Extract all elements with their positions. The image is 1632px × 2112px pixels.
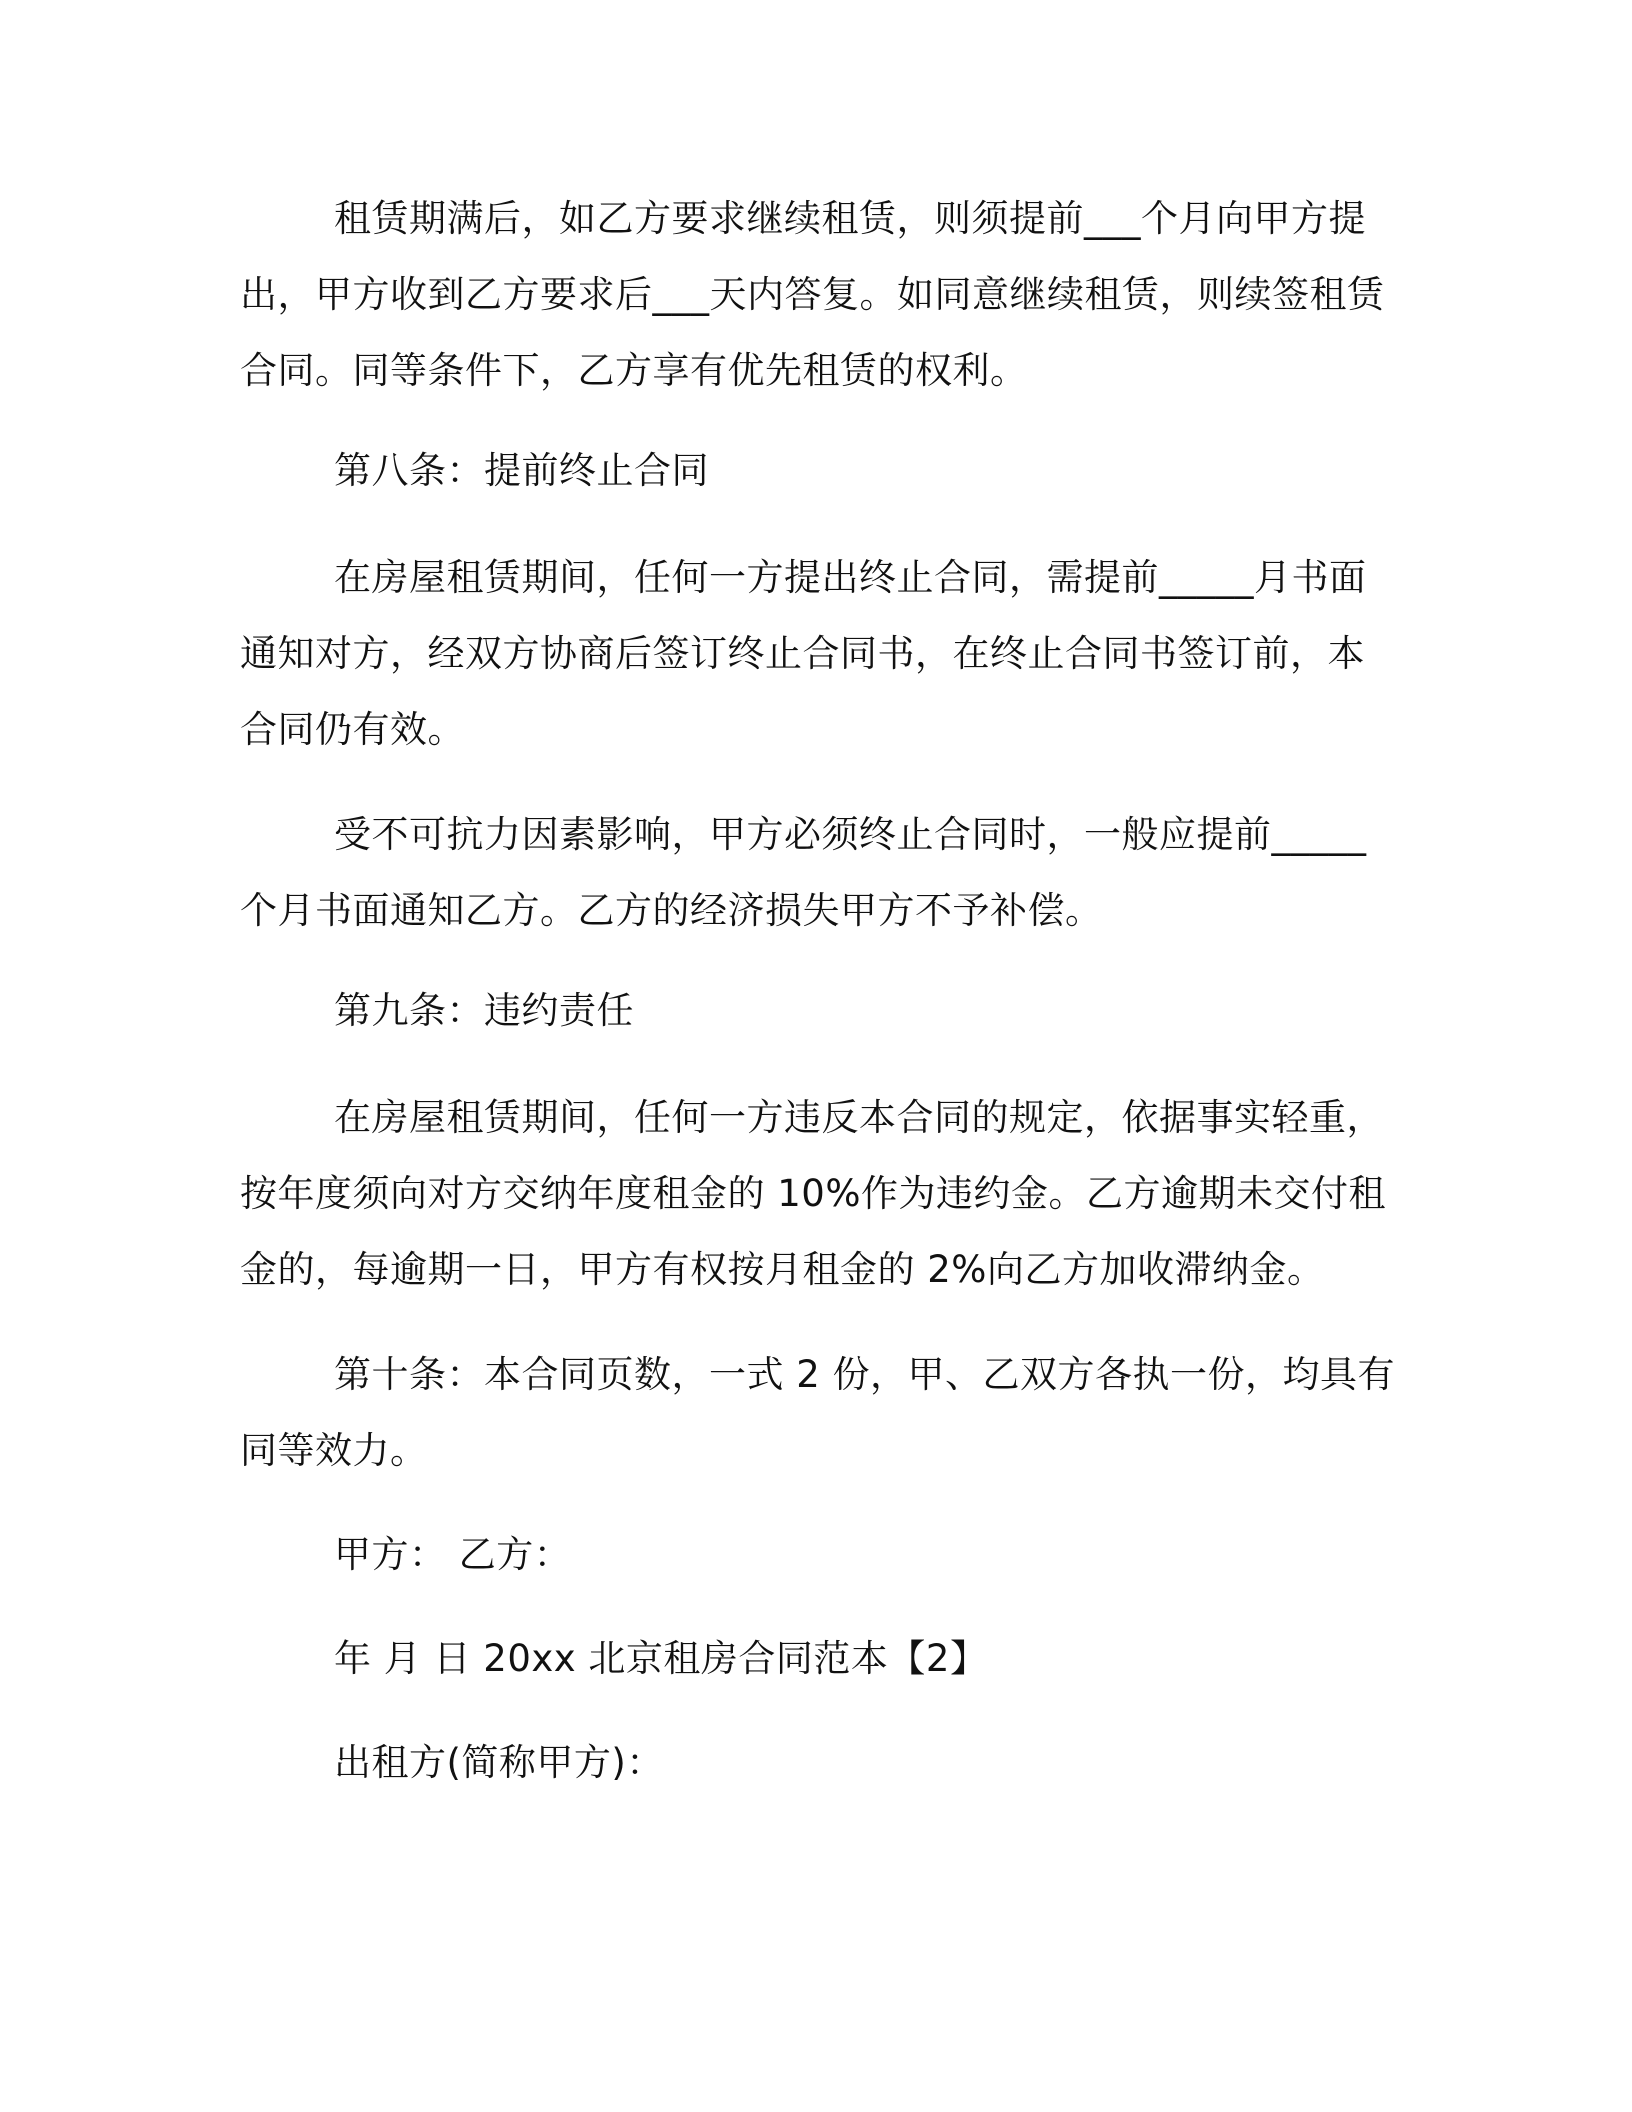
early-termination-line-2: 通知对方，经双方协商后签订终止合同书，在终止合同书签订前，本 xyxy=(240,632,1365,675)
force-majeure-line-2: 个月书面通知乙方。乙方的经济损失甲方不予补偿。 xyxy=(240,889,1103,932)
lessor-line: 出租方(简称甲方)： xyxy=(334,1741,664,1784)
breach-line-2: 按年度须向对方交纳年度租金的 10%作为违约金。乙方逾期未交付租 xyxy=(240,1172,1386,1215)
date-title-line: 年 月 日 20xx 北京租房合同范本【2】 xyxy=(334,1637,988,1680)
article-9-heading: 第九条：违约责任 xyxy=(334,989,634,1032)
article-8-heading: 第八条：提前终止合同 xyxy=(334,449,709,492)
early-termination-line-3: 合同仍有效。 xyxy=(240,708,465,751)
force-majeure-line-1: 受不可抗力因素影响，甲方必须终止合同时，一般应提前_____ xyxy=(334,813,1367,856)
breach-line-3: 金的，每逾期一日，甲方有权按月租金的 2%向乙方加收滞纳金。 xyxy=(240,1248,1325,1291)
renewal-line-2: 出，甲方收到乙方要求后___天内答复。如同意继续租赁，则续签租赁 xyxy=(240,273,1385,316)
renewal-line-1: 租赁期满后，如乙方要求继续租赁，则须提前___个月向甲方提 xyxy=(334,197,1366,240)
signature-line: 甲方： 乙方： xyxy=(334,1533,572,1576)
article-10-line-2: 同等效力。 xyxy=(240,1429,428,1472)
renewal-line-3: 合同。同等条件下，乙方享有优先租赁的权利。 xyxy=(240,349,1028,392)
early-termination-line-1: 在房屋租赁期间，任何一方提出终止合同，需提前_____月书面 xyxy=(334,556,1367,599)
article-10-line-1: 第十条：本合同页数，一式 2 份，甲、乙双方各执一份，均具有 xyxy=(334,1353,1396,1396)
breach-line-1: 在房屋租赁期间，任何一方违反本合同的规定，依据事实轻重， xyxy=(334,1096,1384,1139)
